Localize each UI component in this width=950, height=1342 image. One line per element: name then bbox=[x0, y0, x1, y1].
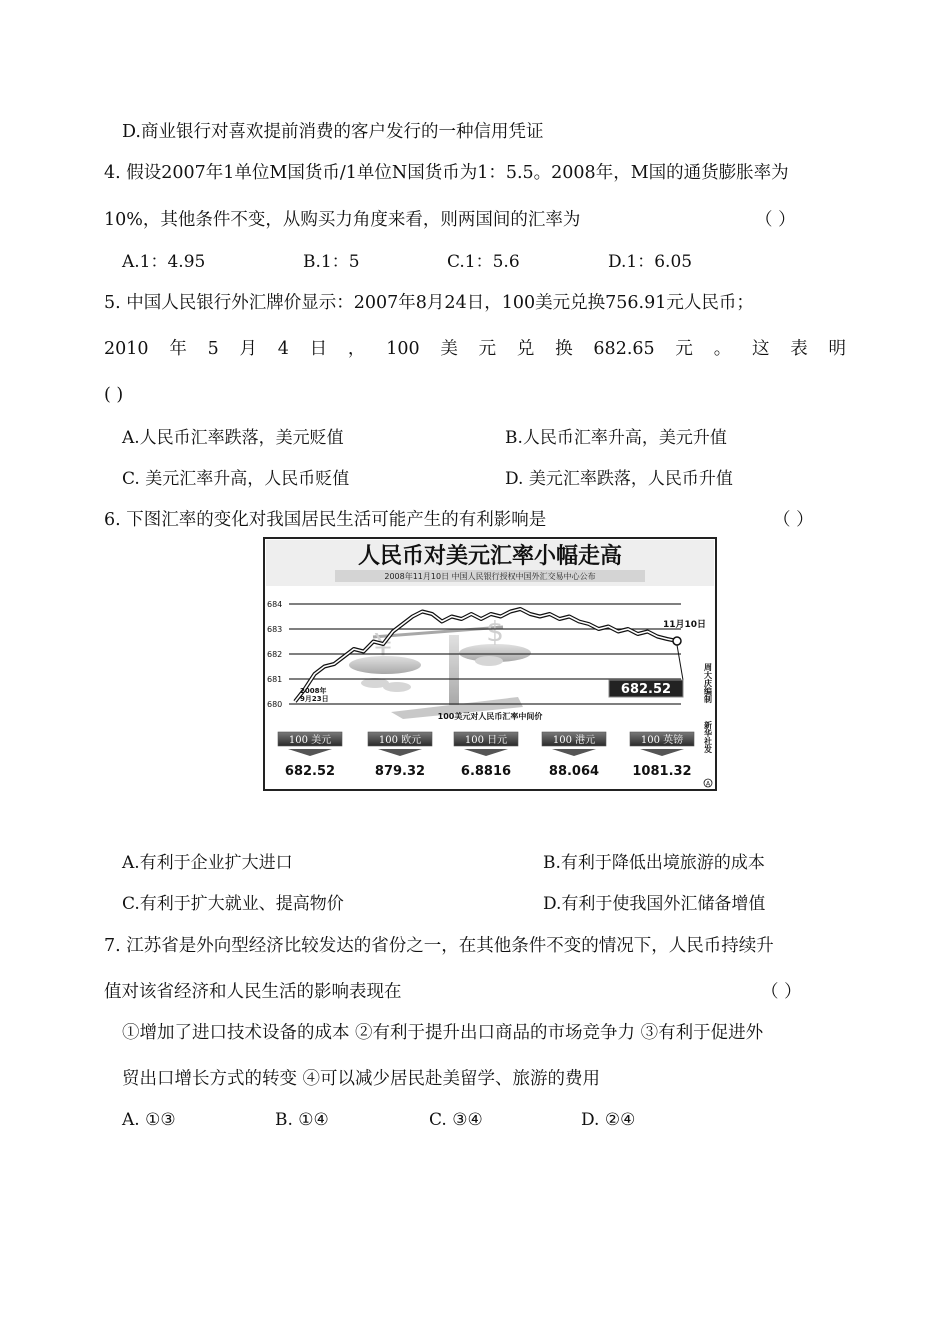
chart-title: 人民币对美元汇率小幅走高 bbox=[357, 544, 623, 569]
q5-word: 美 bbox=[440, 339, 458, 359]
q6-option-c: C.有利于扩大就业、提高物价 bbox=[122, 894, 344, 914]
q3-option-d: D.商业银行对喜欢提前消费的客户发行的一种信用凭证 bbox=[122, 122, 544, 142]
q5-word: 明 bbox=[828, 339, 846, 359]
q5-stem-line2 bbox=[104, 337, 846, 361]
q5-option-a: A.人民币汇率跌落，美元贬值 bbox=[122, 428, 344, 448]
currency-tag-value: 6.8816 bbox=[460, 764, 512, 779]
currency-tag-label: 100 英镑 bbox=[640, 735, 684, 746]
source-note: 新华社发 bbox=[703, 721, 713, 753]
q4-stem-line2: 10%，其他条件不变，从购买力角度来看，则两国间的汇率为 bbox=[104, 210, 581, 230]
q7-option-a: A. ①③ bbox=[122, 1110, 176, 1130]
currency-tag-value: 682.52 bbox=[284, 764, 336, 779]
coin-stack-icon bbox=[383, 682, 411, 692]
q7-option-d: D. ②④ bbox=[581, 1110, 636, 1130]
q7-items-line2: 贸出口增长方式的转变 ④可以减少居民赴美留学、旅游的费用 bbox=[122, 1069, 601, 1089]
currency-tag-label: 100 美元 bbox=[288, 735, 332, 746]
exchange-rate-chart bbox=[263, 537, 717, 791]
yuan-symbol-icon: ¥ bbox=[373, 628, 393, 663]
q5-stem-line1: 5. 中国人民银行外汇牌价显示：2007年8月24日，100美元兑换756.91元人民币； bbox=[104, 293, 754, 313]
currency-tag-label: 100 港元 bbox=[552, 735, 596, 746]
q6-option-b: B.有利于降低出境旅游的成本 bbox=[543, 853, 765, 873]
q7-option-c: C. ③④ bbox=[429, 1110, 483, 1130]
q5-option-c: C. 美元汇率升高，人民币贬值 bbox=[122, 469, 350, 489]
q4-option-d: D.1：6.05 bbox=[608, 252, 693, 272]
q5-word: 月 bbox=[239, 339, 257, 359]
coin-stack-icon bbox=[475, 656, 503, 666]
currency-tag-label: 100 欧元 bbox=[378, 735, 422, 746]
y-tick-label: 681 bbox=[267, 675, 283, 684]
q5-word: 5 bbox=[207, 339, 219, 359]
value-box-text: 682.52 bbox=[620, 682, 672, 697]
q5-word: 2010 bbox=[104, 339, 149, 359]
q5-word: 换 bbox=[555, 339, 573, 359]
scale-post bbox=[449, 635, 459, 705]
q4-option-c: C.1：5.6 bbox=[447, 252, 520, 272]
q5-word: 年 bbox=[169, 339, 187, 359]
q7-option-b: B. ①④ bbox=[275, 1110, 329, 1130]
q5-word: 100 bbox=[386, 339, 420, 359]
q4-stem-line1: 4. 假设2007年1单位M国货币/1单位N国货币为1：5.5。2008年，M国的通货膨胀率为 bbox=[104, 163, 789, 183]
q7-answer-paren: （ ） bbox=[761, 982, 802, 1002]
q6-stem: 6. 下图汇率的变化对我国居民生活可能产生的有利影响是 bbox=[104, 510, 547, 530]
q5-word: 兑 bbox=[516, 339, 535, 359]
side-note: 周大庆编制 bbox=[703, 663, 713, 703]
q5-option-d: D. 美元汇率跌落，人民币升值 bbox=[505, 469, 733, 489]
q6-option-d: D.有利于使我国外汇储备增值 bbox=[543, 894, 766, 914]
y-tick-label: 680 bbox=[267, 700, 283, 709]
q4-option-b: B.1：5 bbox=[303, 252, 360, 272]
q5-word: 4 bbox=[277, 339, 289, 359]
q5-word: 元 bbox=[675, 339, 693, 359]
q7-items-line1: ①增加了进口技术设备的成本 ②有利于提升出口商品的市场竞争力 ③有利于促进外 bbox=[122, 1023, 764, 1043]
q5-word: 日 bbox=[309, 339, 328, 359]
q5-word: 这 bbox=[751, 339, 770, 359]
q7-stem-line1: 7. 江苏省是外向型经济比较发达的省份之一，在其他条件不变的情况下，人民币持续升 bbox=[104, 936, 774, 956]
y-tick-label: 682 bbox=[267, 650, 283, 659]
source-mark: A bbox=[705, 780, 711, 788]
chart-caption: 100美元对人民币汇率中间价 bbox=[437, 712, 543, 721]
q5-word: 。 bbox=[713, 339, 732, 359]
currency-tag-value: 879.32 bbox=[374, 764, 426, 779]
q4-answer-paren: （ ） bbox=[755, 210, 796, 230]
dollar-symbol-icon: $ bbox=[486, 615, 504, 648]
start-label-year: 2008年 bbox=[300, 687, 327, 695]
q6-option-a: A.有利于企业扩大进口 bbox=[122, 853, 293, 873]
q5-answer-paren: ( ) bbox=[104, 385, 124, 405]
q4-option-a: A.1：4.95 bbox=[122, 252, 206, 272]
q5-word: 元 bbox=[478, 339, 497, 359]
q7-stem-line2: 值对该省经济和人民生活的影响表现在 bbox=[104, 982, 402, 1002]
q5-option-b: B.人民币汇率升高，美元升值 bbox=[505, 428, 727, 448]
chart-subtitle: 2008年11月10日 中国人民银行授权中国外汇交易中心公布 bbox=[384, 572, 596, 581]
y-tick-label: 684 bbox=[267, 600, 283, 609]
q5-word: 表 bbox=[790, 339, 808, 359]
start-label-date: 9月23日 bbox=[300, 695, 329, 703]
q5-word: 682.65 bbox=[593, 339, 655, 359]
end-label: 11月10日 bbox=[663, 620, 707, 630]
currency-tag-value: 1081.32 bbox=[632, 764, 692, 779]
currency-tag-value: 88.064 bbox=[548, 764, 600, 779]
q5-word: ， bbox=[347, 339, 366, 359]
currency-tag-label: 100 日元 bbox=[464, 735, 508, 746]
q6-answer-paren: （ ） bbox=[773, 510, 814, 530]
end-point-marker bbox=[673, 637, 681, 645]
y-tick-label: 683 bbox=[267, 625, 283, 634]
